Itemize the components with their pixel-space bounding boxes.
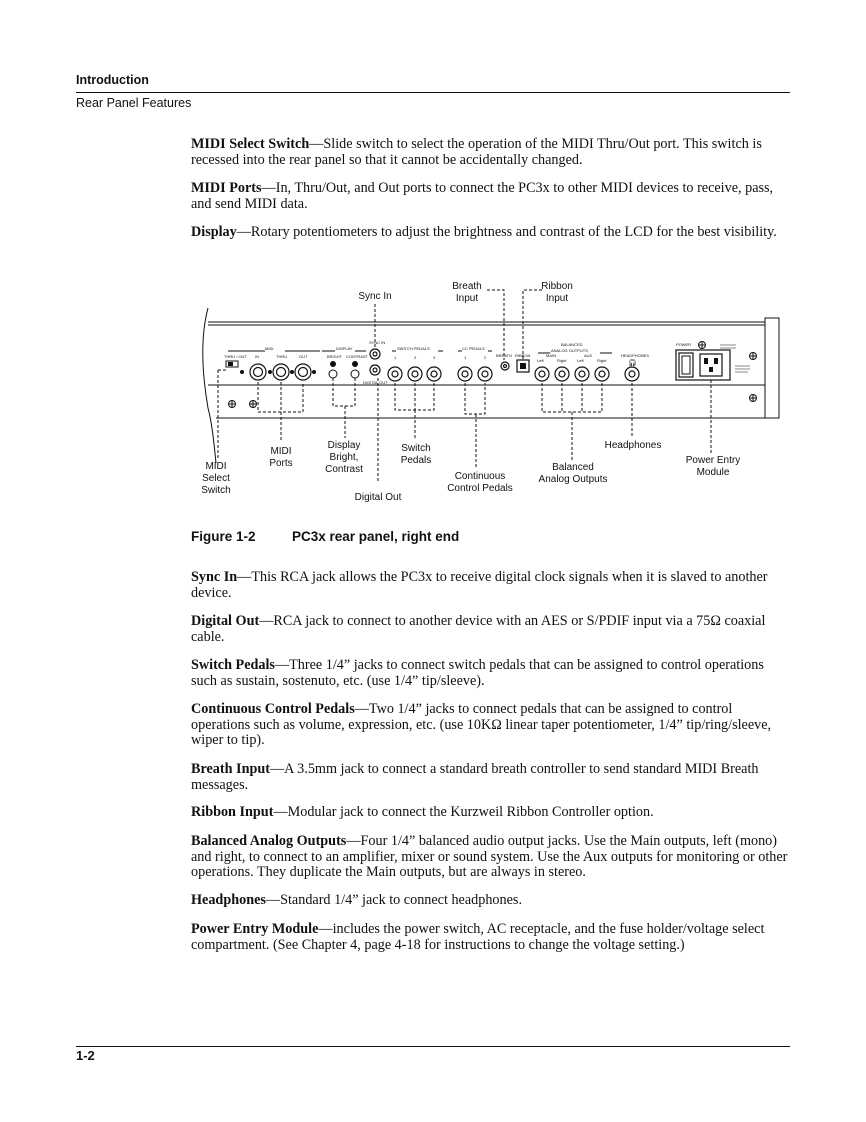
leader-midi-ports — [258, 382, 303, 440]
term: Digital Out — [191, 613, 260, 629]
svg-text:THRU / OUT: THRU / OUT — [224, 354, 247, 359]
svg-text:ANALOG OUTPUTS: ANALOG OUTPUTS — [551, 348, 588, 353]
label-balanced-analog-outputs: Balanced Analog Outputs — [538, 462, 608, 485]
leader-switch-pedals — [395, 383, 434, 440]
paragraph-power-entry-module — [191, 922, 791, 953]
label-display: Display Bright, Contrast — [325, 440, 363, 475]
label-continuous-control-pedals: Continuous Control Pedals — [447, 471, 513, 494]
description: —Two 1/4” jacks to connect pedals that can be assigned to control operations such as volume, expression, etc. (use 10KΩ linear taper potentiometer, 1/4” tip/ring/sleeve, wiper to tip). — [191, 701, 772, 748]
svg-text:POWER: POWER — [676, 342, 692, 347]
svg-text:DISPLAY: DISPLAY — [336, 346, 353, 351]
footer-rule — [76, 1046, 790, 1047]
leader-display — [333, 378, 355, 438]
paragraph-breath-input — [191, 762, 791, 793]
digital-out-jack — [370, 365, 380, 375]
svg-text:1: 1 — [394, 355, 397, 360]
term: Power Entry Module — [191, 921, 319, 937]
section-title: Introduction — [76, 73, 149, 87]
paragraph-midi-select-switch — [191, 137, 791, 168]
description: —In, Thru/Out, and Out ports to connect the PC3x to other MIDI devices to receive, pass, and send MIDI data. — [191, 180, 774, 212]
svg-text:DIGITAL OUT: DIGITAL OUT — [363, 380, 388, 385]
label-ribbon-input: Ribbon Input — [541, 281, 573, 304]
description: —includes the power switch, AC receptacle, and the fuse holder/voltage select compartment. (See Chapter 4, page 4-18 for instructions to change the voltage setting.) — [191, 921, 765, 953]
term: Headphones — [191, 892, 266, 908]
rear-panel-figure — [180, 278, 780, 510]
svg-text:HEADPHONES: HEADPHONES — [621, 353, 650, 358]
midi-in-port — [250, 364, 266, 380]
paragraph-sync-in — [191, 570, 791, 601]
term: Display — [191, 224, 237, 240]
midi-thru-port — [273, 364, 289, 380]
svg-text:CONTRAST: CONTRAST — [346, 354, 368, 359]
svg-text:IN: IN — [255, 354, 259, 359]
svg-text:AUX: AUX — [584, 353, 593, 358]
label-midi-select-switch: MIDI Select Switch — [201, 461, 231, 496]
description: —Modular jack to connect the Kurzweil Ribbon Controller option. — [273, 804, 654, 820]
paragraph-ribbon-input — [191, 805, 791, 821]
description: —This RCA jack allows the PC3x to receive digital clock signals when it is slaved to another device. — [191, 569, 768, 601]
term: Breath Input — [191, 761, 270, 777]
term: Ribbon Input — [191, 804, 274, 820]
cc-pedal-jacks — [458, 367, 492, 381]
description: —Four 1/4” balanced audio output jacks. Use the Main outputs, left (mono) and right, to connect to an amplifier, mixer or sound system. Use the Aux outputs for monitoring or other operations. They duplicate the Main outputs, but are always in stereo. — [191, 833, 788, 880]
sync-in-jack — [370, 349, 380, 359]
svg-text:Right: Right — [597, 358, 607, 363]
svg-text:CC PEDALS: CC PEDALS — [462, 346, 485, 351]
paragraph-balanced-analog-outputs — [191, 834, 791, 881]
paragraph-headphones — [191, 893, 791, 909]
paragraph-continuous-control-pedals — [191, 702, 791, 749]
svg-text:OUT: OUT — [299, 354, 308, 359]
label-power-entry-module: Power Entry Module — [685, 455, 741, 478]
svg-text:Right: Right — [557, 358, 567, 363]
switch-pedal-jacks — [388, 367, 441, 381]
figure-caption-title: PC3x rear panel, right end — [292, 529, 460, 544]
svg-text:SWITCH PEDALS: SWITCH PEDALS — [397, 346, 430, 351]
balanced-output-jacks — [535, 367, 609, 381]
paragraph-digital-out — [191, 614, 791, 645]
paragraph-switch-pedals — [191, 658, 791, 689]
svg-text:1: 1 — [464, 355, 467, 360]
svg-text:THRU: THRU — [276, 354, 288, 359]
description: —Three 1/4” jacks to connect switch pedals that can be assigned to control operations such as sustain, sostenuto, etc. (use 1/4” tip/sleeve). — [191, 657, 764, 689]
label-digital-out: Digital Out — [354, 492, 402, 503]
description: —Slide switch to select the operation of the MIDI Thru/Out port. This switch is recessed into the rear panel so that it cannot be accidentally changed. — [191, 136, 762, 168]
leader-outputs — [542, 383, 602, 460]
svg-text:BRIGHT: BRIGHT — [327, 354, 343, 359]
subsection-title: Rear Panel Features — [76, 96, 192, 110]
svg-text:BREATH: BREATH — [496, 353, 512, 358]
panel-midi-label: MIDI — [265, 346, 274, 351]
svg-text:3: 3 — [433, 355, 436, 360]
svg-text:Left: Left — [577, 358, 584, 363]
leader-cc-pedals — [465, 383, 485, 468]
svg-text:MAIN: MAIN — [546, 353, 556, 358]
paragraph-midi-ports — [191, 181, 791, 212]
term: Continuous Control Pedals — [191, 701, 355, 717]
contrast-knob — [352, 361, 358, 367]
svg-text:Left: Left — [537, 358, 544, 363]
label-switch-pedals: Switch Pedals — [400, 443, 432, 466]
page-number: 1-2 — [76, 1048, 95, 1063]
description: —RCA jack to connect to another device with an AES or S/PDIF input via a 75Ω coaxial cable. — [191, 613, 766, 645]
svg-text:2: 2 — [484, 355, 487, 360]
header-rule — [76, 92, 790, 93]
label-midi-ports: MIDI Ports — [269, 446, 293, 469]
svg-text:BALANCED: BALANCED — [561, 342, 583, 347]
term: Switch Pedals — [191, 657, 275, 673]
svg-text:RIBBON: RIBBON — [515, 353, 531, 358]
label-sync-in: Sync In — [358, 291, 392, 302]
term: MIDI Select Switch — [191, 136, 310, 152]
label-breath-input: Breath Input — [452, 281, 482, 304]
paragraph-display — [191, 225, 791, 241]
term: MIDI Ports — [191, 180, 262, 196]
figure-caption-number: Figure 1-2 — [191, 529, 256, 544]
breath-jack — [501, 362, 509, 370]
headphones-icon: 🎧︎ — [628, 359, 637, 367]
label-headphones: Headphones — [604, 440, 662, 451]
description: —Rotary potentiometers to adjust the brightness and contrast of the LCD for the best visibility. — [236, 224, 777, 240]
term: Balanced Analog Outputs — [191, 833, 347, 849]
svg-text:2: 2 — [414, 355, 417, 360]
headphones-jack — [625, 367, 639, 381]
description: —Standard 1/4” jack to connect headphones. — [265, 892, 522, 908]
midi-out-port — [295, 364, 311, 380]
chassis-right-end — [765, 318, 779, 418]
bright-knob — [330, 361, 336, 367]
svg-text:SYNC IN: SYNC IN — [369, 340, 386, 345]
term: Sync In — [191, 569, 238, 585]
description: —A 3.5mm jack to connect a standard breath controller to send standard MIDI Breath messages. — [191, 761, 759, 793]
